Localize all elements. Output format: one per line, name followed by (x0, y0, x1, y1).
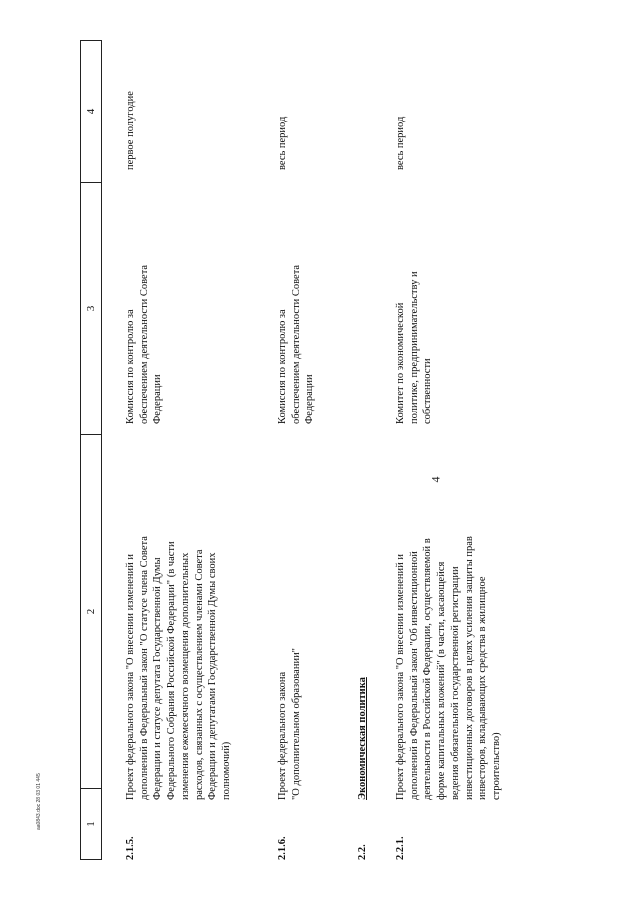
row-text: Проект федерального закона "О внесении изменений и дополнений в Федеральный закон "О статусе члена Совета Федерации и статусе депутата Государственной Думы Федерального Собрания Российской Федерации" (в части изменения ежемесячного возмещения дополнительных расходов, связанных с осуществлением членами Совета Федерации и депутатами Государственной Думы своих полномочий) (125, 536, 232, 800)
section-title: Экономическая политика (357, 677, 368, 800)
row-number: 2.1.6. (277, 836, 288, 860)
row-term: первое полугодие (125, 91, 136, 170)
row-responsible: Комитет по экономической политике, предпринимательству и собственности (395, 271, 434, 424)
row-responsible: Комиссия по контролю за обеспечением деятельности Совета Федерации (125, 264, 164, 424)
row-text: Проект федерального закона "О дополнительном образовании" (277, 648, 302, 800)
row-term: весь период (277, 116, 288, 170)
row-text: Проект федерального закона "О внесении изменений и дополнений в Федеральный закон "Об инвестиционной деятельности в Российской Федерации, осуществляемой в форме капитальных вложений" (в части, касающейся ведения обязательной государственной регистрации инвестиционных договоров в целях усиления защиты прав инвесторов, вкладывающих средства в жилищное строительство) (395, 536, 502, 800)
header-col-1: 1 (85, 821, 97, 827)
table-header-row (80, 40, 102, 860)
landscape-table-sheet (80, 40, 640, 860)
footer-document-code: aa0843.doc 28 03 01 445 (36, 773, 42, 830)
header-col-3: 3 (81, 183, 101, 435)
section-number: 2.2. (357, 844, 368, 860)
header-col-2: 2 (81, 435, 101, 789)
row-number: 2.1.5. (125, 836, 136, 860)
page-number: 4 (428, 476, 443, 483)
row-responsible: Комиссия по контролю за обеспечением деятельности Совета Федерации (277, 264, 316, 424)
row-term: весь период (395, 116, 406, 170)
header-col-4: 4 (81, 41, 101, 183)
row-number: 2.2.1. (395, 836, 406, 860)
